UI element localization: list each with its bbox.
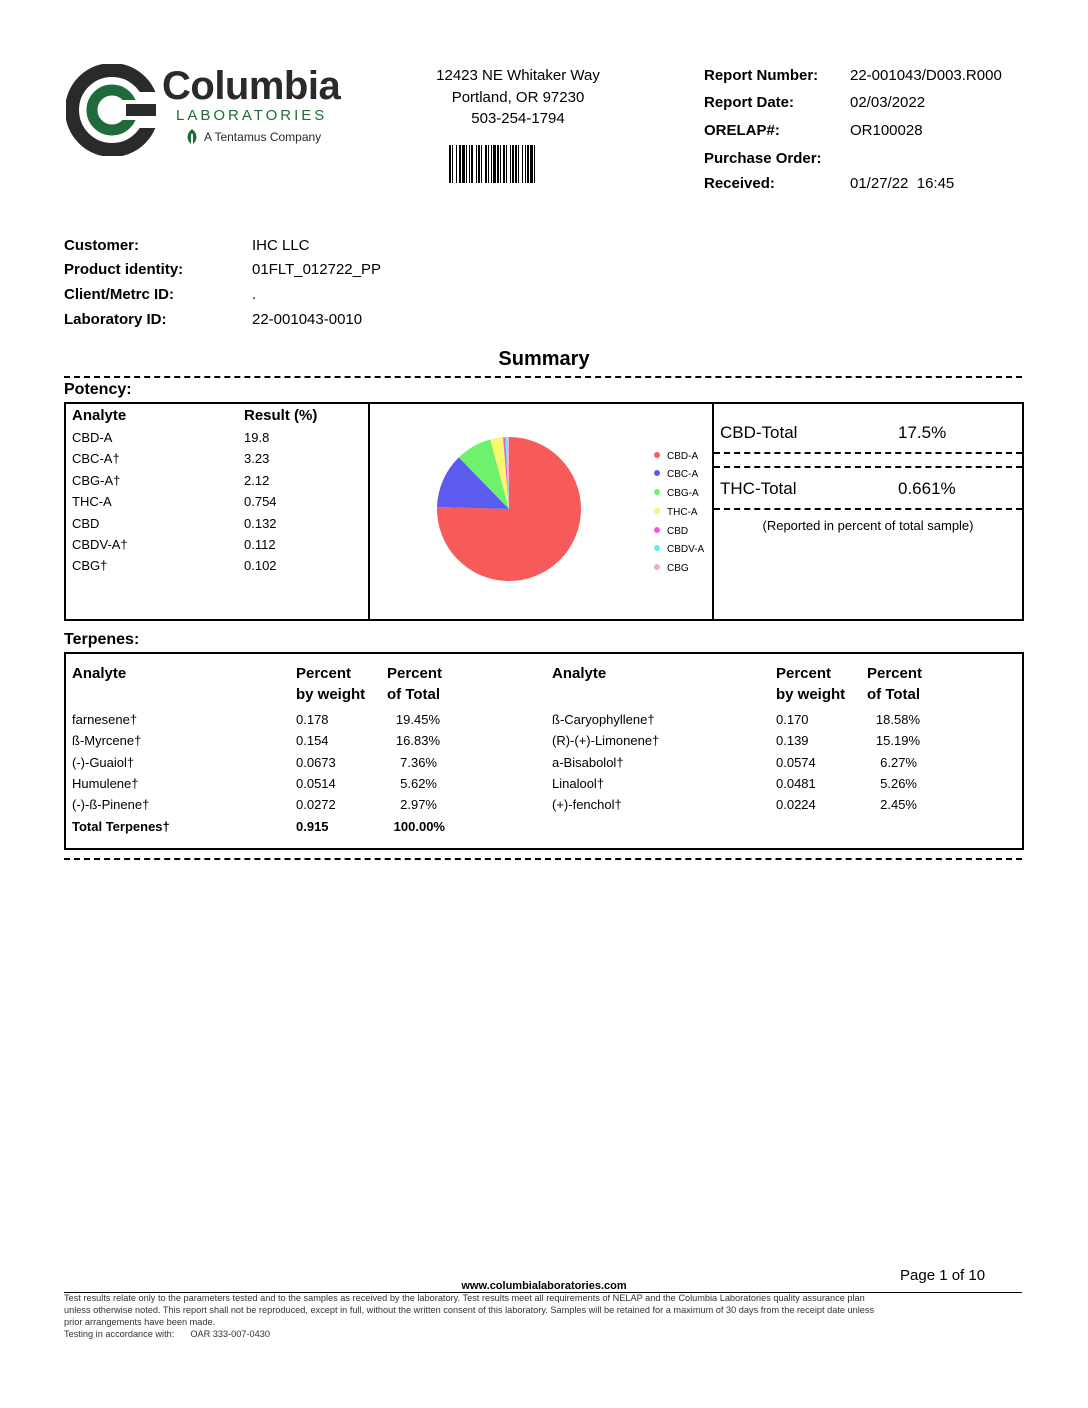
terp-header-analyte: Analyte	[72, 665, 127, 682]
legend-label: CBD	[667, 526, 689, 537]
potency-result: 19.8	[244, 430, 270, 445]
legend-swatch	[654, 545, 660, 551]
brand-name: Columbia	[162, 64, 341, 108]
page-number: Page 1 of 10	[900, 1267, 986, 1284]
thc-total-value: 0.661%	[898, 479, 956, 498]
orelap-label: ORELAP#:	[704, 122, 780, 139]
client-metrc-value: .	[252, 286, 257, 303]
legend-swatch	[654, 452, 660, 458]
terp-total: 5.26%	[880, 776, 917, 791]
tentamus-leaf-icon	[184, 128, 200, 146]
barcode-bar	[525, 145, 526, 183]
barcode-bar	[491, 145, 492, 183]
legend-item	[654, 506, 698, 520]
terp-analyte: (-)-ß-Pinene†	[72, 797, 150, 812]
barcode-bar	[476, 145, 477, 183]
terp-weight: 0.0514	[296, 776, 336, 791]
terp-total: 6.27%	[880, 755, 917, 770]
barcode-bar	[510, 145, 511, 183]
legend-label: CBG-A	[667, 488, 699, 499]
terp-analyte: ß-Myrcene†	[72, 733, 142, 748]
barcode-bar	[522, 145, 523, 183]
legend-swatch	[654, 489, 660, 495]
terp-header-weight-sub: by weight	[776, 686, 846, 703]
terp-weight: 0.139	[776, 733, 809, 748]
report-number-value: 22-001043/D003.R000	[850, 67, 1002, 84]
address-phone: 503-254-1794	[471, 110, 565, 127]
potency-result: 0.132	[244, 516, 277, 531]
legend-item	[654, 450, 698, 464]
disclaimer-line: Test results relate only to the parameters tested and to the samples as received by the laboratory. Test results meet all requirements of NELAP and the Columbia Laboratories quality assurance plan	[64, 1293, 865, 1303]
disclaimer-line: prior arrangements have been made.	[64, 1317, 216, 1327]
brand-tagline: A Tentamus Company	[204, 130, 322, 144]
terp-header-weight: Percent	[776, 665, 832, 682]
terp-header-analyte: Analyte	[552, 665, 607, 682]
report-date-value: 02/03/2022	[850, 94, 926, 111]
terp-header-total-sub: of Total	[387, 686, 441, 703]
orelap-value: OR100028	[850, 122, 923, 139]
legend-item	[654, 562, 689, 576]
legend-label: CBG	[667, 563, 689, 574]
terp-analyte: (+)-fenchol†	[552, 797, 622, 812]
potency-result: 2.12	[244, 473, 270, 488]
terp-header-weight: Percent	[296, 665, 352, 682]
barcode-bar	[456, 145, 457, 183]
potency-result: 3.23	[244, 451, 270, 466]
purchase-order-label: Purchase Order:	[704, 150, 822, 167]
totals-note: (Reported in percent of total sample)	[762, 518, 974, 533]
terp-weight: 0.170	[776, 712, 809, 727]
testing-value: OAR 333-007-0430	[190, 1329, 270, 1339]
product-identity-value: 01FLT_012722_PP	[252, 261, 381, 278]
potency-header-analyte: Analyte	[72, 407, 127, 424]
barcode-bar	[527, 145, 529, 183]
terp-total: 2.45%	[880, 797, 917, 812]
potency-divider-2	[712, 402, 714, 621]
potency-analyte: THC-A	[72, 494, 112, 509]
terp-analyte: ß-Caryophyllene†	[552, 712, 655, 727]
terp-total: 5.62%	[400, 776, 437, 791]
terp-analyte: Humulene†	[72, 776, 139, 791]
totals-divider	[714, 466, 1022, 468]
potency-analyte: CBG†	[72, 558, 108, 573]
potency-pie-chart	[434, 434, 584, 584]
terp-total-analyte: Total Terpenes†	[72, 819, 170, 834]
address-city: Portland, OR 97230	[451, 89, 585, 106]
terpenes-section-label: Terpenes:	[64, 631, 140, 648]
potency-analyte: CBD	[72, 516, 100, 531]
terp-total: 18.58%	[875, 712, 920, 727]
potency-analyte: CBD-A	[72, 430, 113, 445]
legend-label: CBC-A	[667, 469, 699, 480]
legend-item	[654, 468, 698, 482]
terp-header-total: Percent	[867, 665, 923, 682]
barcode-bar	[515, 145, 517, 183]
barcode-bar	[500, 145, 501, 183]
client-metrc-label: Client/Metrc ID:	[64, 286, 175, 303]
legend-label: THC-A	[667, 507, 698, 518]
customer-value: IHC LLC	[252, 237, 310, 254]
legend-swatch	[654, 470, 660, 476]
barcode-bar	[471, 145, 473, 183]
legend-item	[654, 487, 699, 501]
terp-weight: 0.0272	[296, 797, 336, 812]
potency-analyte: CBC-A†	[72, 451, 120, 466]
footer-website[interactable]: www.columbialaboratories.com	[461, 1280, 627, 1292]
customer-label: Customer:	[64, 237, 140, 254]
potency-result: 0.102	[244, 558, 277, 573]
terp-total: 2.97%	[400, 797, 437, 812]
laboratory-id-label: Laboratory ID:	[64, 311, 167, 328]
cbd-total-label: CBD-Total	[720, 423, 798, 442]
legend-swatch	[654, 564, 660, 570]
potency-result: 0.112	[244, 537, 276, 552]
barcode-bar	[497, 145, 499, 183]
terp-analyte: Linalool†	[552, 776, 605, 791]
potency-analyte: CBG-A†	[72, 473, 121, 488]
report-date-label: Report Date:	[704, 94, 795, 111]
terp-analyte: a-Bisabolol†	[552, 755, 624, 770]
terp-weight: 0.178	[296, 712, 329, 727]
barcode-bar	[449, 145, 451, 183]
terp-header-weight-sub: by weight	[296, 686, 366, 703]
barcode-bar	[512, 145, 514, 183]
legend-swatch	[654, 527, 660, 533]
potency-section-label: Potency:	[64, 381, 132, 398]
legend-item	[654, 525, 688, 539]
report-number-label: Report Number:	[704, 67, 819, 84]
terp-analyte: farnesene†	[72, 712, 138, 727]
totals-divider	[714, 508, 1022, 510]
barcode-bar	[485, 145, 487, 183]
address-street: 12423 NE Whitaker Way	[436, 67, 600, 84]
barcode-bar	[488, 145, 489, 183]
divider	[64, 376, 1022, 378]
terp-weight: 0.0481	[776, 776, 816, 791]
testing-line	[64, 1328, 1054, 1340]
legend-label: CBDV-A	[667, 544, 705, 555]
barcode	[449, 145, 569, 183]
summary-title: Summary	[498, 348, 590, 370]
terp-analyte: (R)-(+)-Limonene†	[552, 733, 660, 748]
testing-label: Testing in accordance with:	[64, 1329, 175, 1339]
received-label: Received:	[704, 175, 775, 192]
terp-weight: 0.0673	[296, 755, 336, 770]
legend-label: CBD-A	[667, 451, 699, 462]
barcode-bar	[481, 145, 482, 183]
divider	[64, 858, 1022, 860]
terp-analyte: (-)-Guaiol†	[72, 755, 135, 770]
thc-total-label: THC-Total	[720, 479, 797, 498]
received-value: 01/27/22 16:45	[850, 175, 955, 192]
footer-disclaimer	[64, 1292, 1054, 1340]
brand-sub: LABORATORIES	[176, 107, 328, 124]
product-identity-label: Product identity:	[64, 261, 184, 278]
terp-weight: 0.0224	[776, 797, 816, 812]
barcode-bar	[452, 145, 453, 183]
legend-swatch	[654, 508, 660, 514]
disclaimer-line: unless otherwise noted. This report shall not be reproduced, except in full, without the written consent of this laboratory. Samples will be retained for a maximum of 30 days from the receipt date unless	[64, 1305, 875, 1315]
barcode-bar	[534, 145, 535, 183]
barcode-bar	[503, 145, 505, 183]
potency-result: 0.754	[244, 494, 277, 509]
legend-item	[654, 543, 704, 557]
terp-total: 19.45%	[395, 712, 440, 727]
potency-analyte: CBDV-A†	[72, 537, 128, 552]
columbia-logo-icon	[66, 64, 158, 156]
barcode-bar	[493, 145, 496, 183]
barcode-bar	[530, 145, 533, 183]
potency-divider-1	[368, 402, 370, 621]
terp-header-total: Percent	[387, 665, 443, 682]
barcode-bar	[518, 145, 519, 183]
barcode-bar	[478, 145, 480, 183]
logo	[66, 64, 356, 156]
cbd-total-value: 17.5%	[898, 423, 947, 442]
totals-divider	[714, 452, 1022, 454]
laboratory-id-value: 22-001043-0010	[252, 311, 363, 328]
barcode-bar	[469, 145, 470, 183]
terp-total: 7.36%	[400, 755, 437, 770]
barcode-bar	[506, 145, 507, 183]
terp-header-total-sub: of Total	[867, 686, 921, 703]
barcode-bar	[459, 145, 461, 183]
terp-total-total: 100.00%	[393, 819, 445, 834]
terp-total: 15.19%	[875, 733, 920, 748]
potency-header-result: Result (%)	[244, 407, 318, 424]
terp-total-weight: 0.915	[296, 819, 329, 834]
barcode-bar	[466, 145, 467, 183]
terp-weight: 0.0574	[776, 755, 816, 770]
terp-total: 16.83%	[395, 733, 440, 748]
barcode-bar	[462, 145, 465, 183]
terp-weight: 0.154	[296, 733, 329, 748]
